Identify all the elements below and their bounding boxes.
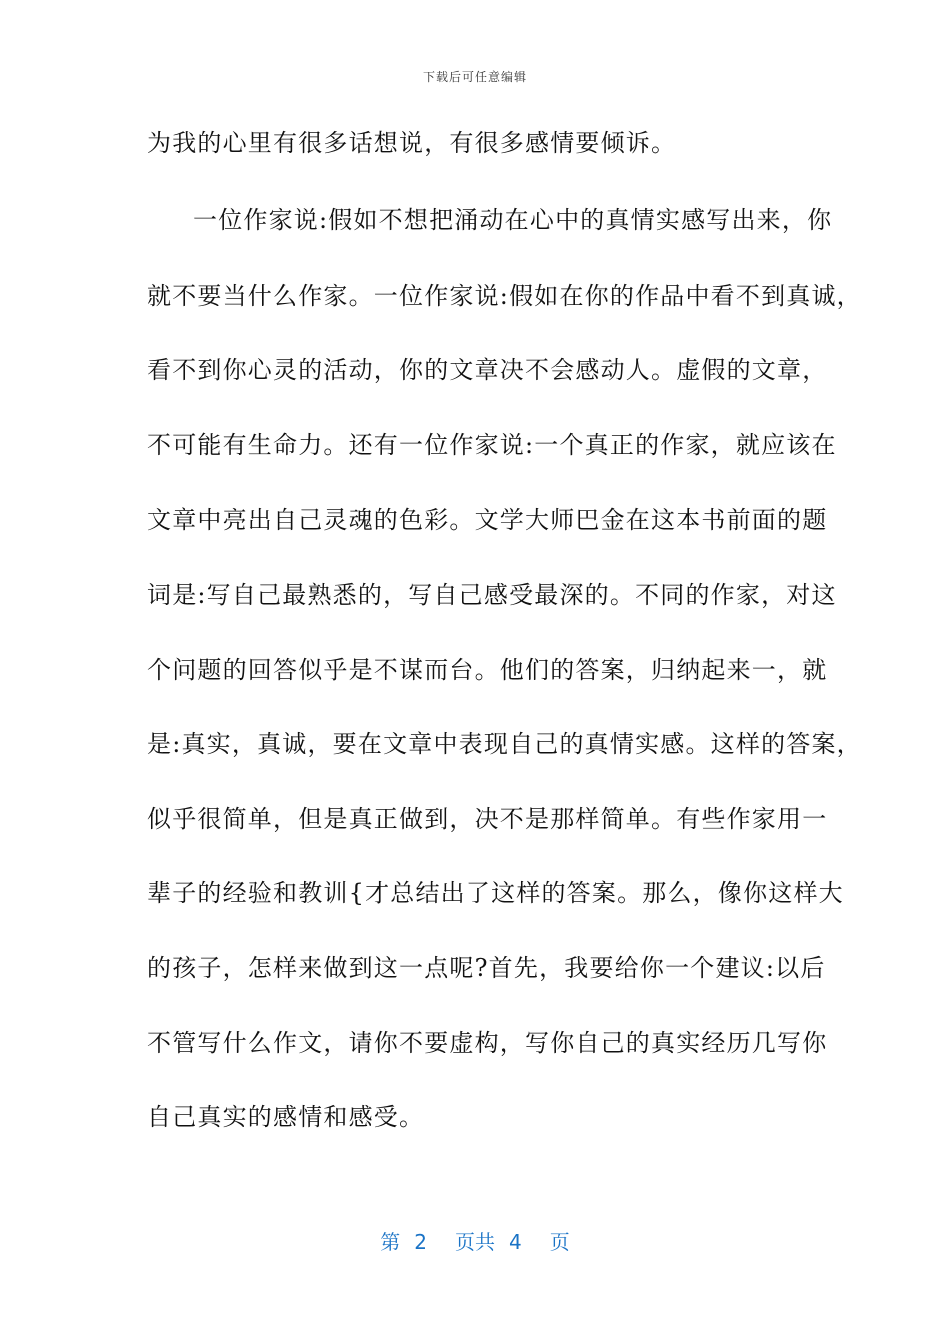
body-line: 看不到你心灵的活动，你的文章决不会感动人。虚假的文章， — [147, 356, 828, 384]
body-line: 辈子的经验和教训{才总结出了这样的答案。那么，像你这样大 — [147, 879, 844, 907]
page-header: 下载后可任意编辑 — [422, 70, 527, 84]
body-line: 文章中亮出自己灵魂的色彩。文学大师巴金在这本书前面的题 — [147, 506, 828, 534]
page-footer — [0, 1226, 950, 1255]
footer-total-pages: 4 — [509, 1230, 522, 1254]
body-line: 不可能有生命力。还有一位作家说:一个真正的作家，就应该在 — [147, 431, 837, 459]
body-line: 一位作家说:假如不想把涌动在心中的真情实感写出来，你 — [193, 206, 833, 234]
body-line: 个问题的回答似乎是不谋而台。他们的答案，归纳起来一，就 — [147, 656, 828, 684]
body-line: 似乎很简单，但是真正做到，决不是那样简单。有些作家用一 — [147, 805, 828, 833]
footer-suffix: 页 — [549, 1230, 570, 1254]
footer-middle: 页共 — [455, 1230, 495, 1254]
footer-prefix: 第 — [380, 1230, 401, 1254]
footer-current-page: 2 — [414, 1230, 427, 1254]
body-line: 自己真实的感情和感受。 — [147, 1103, 425, 1131]
body-line: 的孩子，怎样来做到这一点呢?首先，我要给你一个建议:以后 — [147, 954, 826, 982]
body-line: 就不要当什么作家。一位作家说:假如在你的作品中看不到真诚， — [147, 282, 862, 310]
body-line: 为我的心里有很多话想说，有很多感情要倾诉。 — [147, 129, 677, 157]
body-line: 是:真实，真诚，要在文章中表现自己的真情实感。这样的答案， — [147, 730, 862, 758]
body-line: 词是:写自己最熟悉的，写自己感受最深的。不同的作家，对这 — [147, 581, 837, 609]
body-line: 不管写什么作文，请你不要虚构，写你自己的真实经历几写你 — [147, 1029, 828, 1057]
